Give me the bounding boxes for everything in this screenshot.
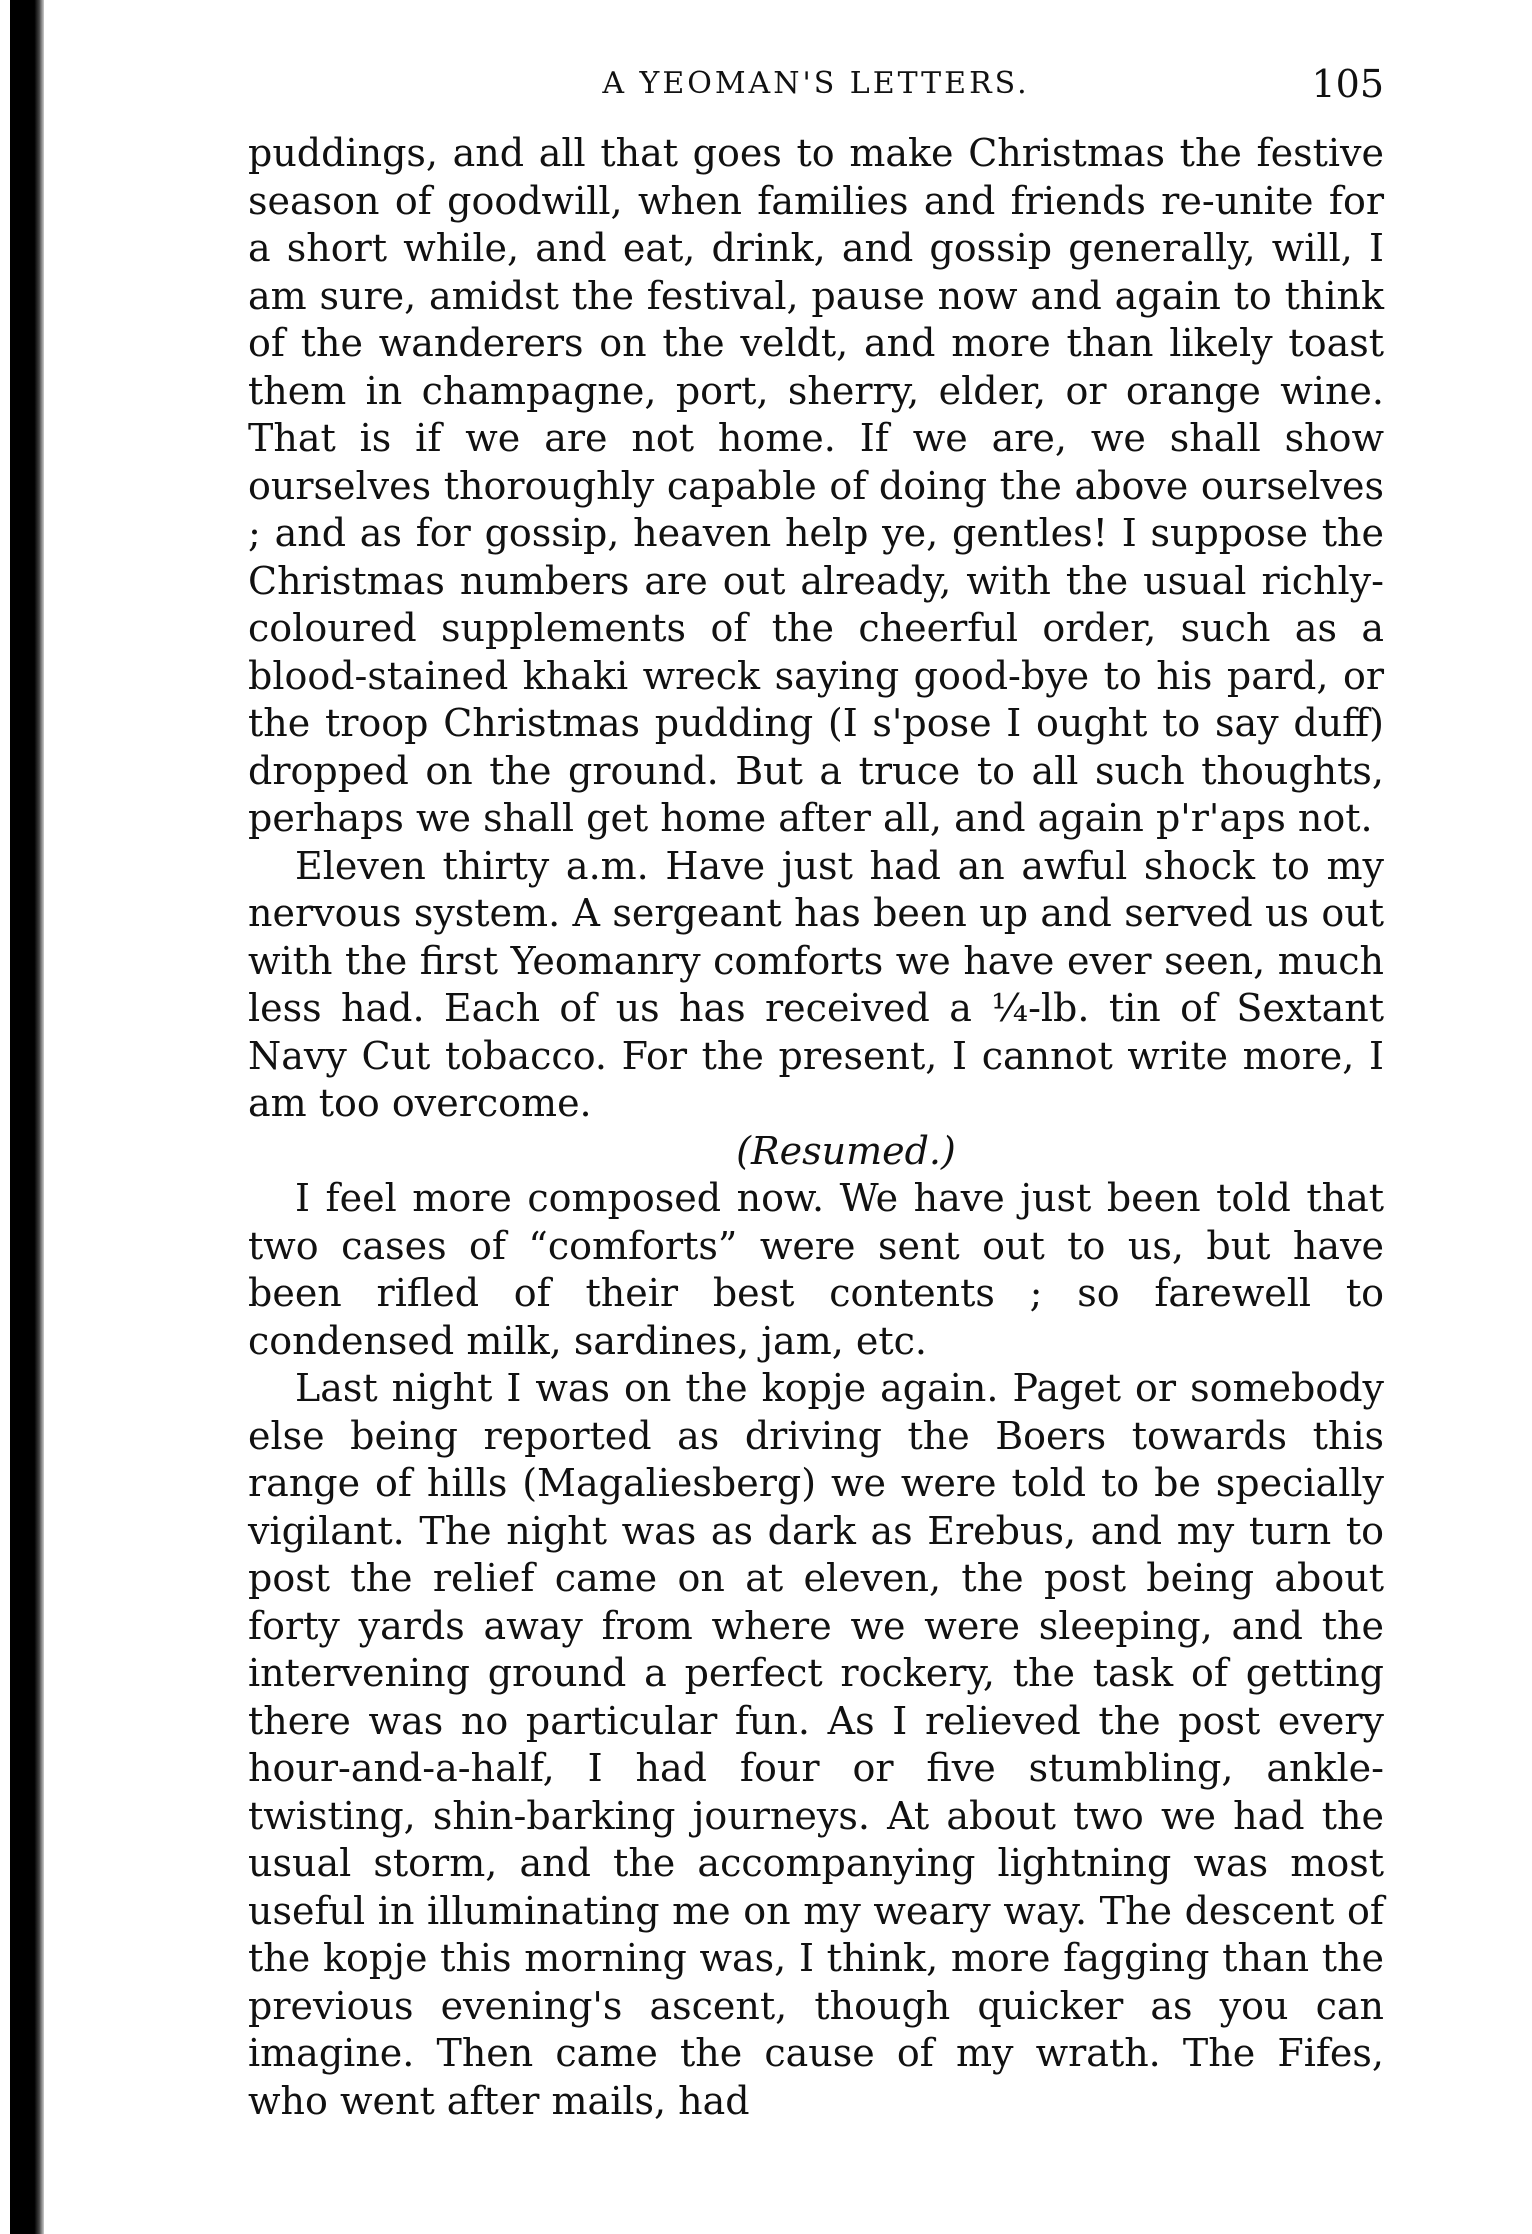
paragraph-composed: I feel more composed now. We have just been told that two cases of “comforts” were sent out to us, but have been rifled of their best contents ; so farewell to condensed milk, sardines, jam, etc. bbox=[248, 1176, 1384, 1363]
paragraph-eleven-thirty: Eleven thirty a.m. Have just had an awful shock to my nervous system. A sergeant has been up and served us out with the first Yeomanry comforts we have ever seen, much less had. Each of us has received a ¼-lb. tin of Sextant Navy Cut tobacco. For the present, I cannot write more, I am too overcome. bbox=[248, 843, 1384, 1125]
body-text bbox=[248, 130, 1384, 2125]
paragraph-christmas: puddings, and all that goes to make Christmas the festive season of goodwill, when families and friends re-unite for a short while, and eat, drink, and gossip generally, will, I am sure, amidst the festival, pause now and again to think of the wanderers on the veldt, and more than likely toast them in champagne, port, sherry, elder, or orange wine. That is if we are not home. If we are, we shall show ourselves thoroughly capable of doing the above ourselves ; and as for gossip, heaven help ye, gentles! I suppose the Christmas numbers are out already, with the usual richly-coloured supplements of the cheerful order, such as a blood-stained khaki wreck saying good-bye to his pard, or the troop Christmas pudding (I s'pose I ought to say duff) dropped on the ground. But a truce to all such thoughts, perhaps we shall get home after all, and again p'r'aps not. bbox=[248, 131, 1384, 840]
running-head bbox=[248, 62, 1384, 130]
paragraph-last-night: Last night I was on the kopje again. Paget or somebody else being reported as driving the Boers towards this range of hills (Magaliesberg) we were told to be specially vigilant. The night was as dark as Erebus, and my turn to post the relief came on at eleven, the post being about forty yards away from where we were sleeping, and the intervening ground a perfect rockery, the task of getting there was no particular fun. As I relieved the post every hour-and-a-half, I had four or five stumbling, ankle-twisting, shin-barking journeys. At about two we had the usual storm, and the accompanying lightning was most useful in illuminating me on my weary way. The descent of the kopje this morning was, I think, more fagging than the previous evening's ascent, though quicker as you can imagine. Then came the cause of my wrath. The Fifes, who went after mails, had bbox=[248, 1366, 1384, 2123]
resumed-note: (Resumed.) bbox=[736, 1128, 956, 1173]
book-spine-shadow bbox=[10, 0, 44, 2234]
running-title: A YEOMAN'S LETTERS. bbox=[602, 66, 1030, 101]
page-number: 105 bbox=[1311, 62, 1384, 106]
book-page bbox=[248, 62, 1384, 2125]
